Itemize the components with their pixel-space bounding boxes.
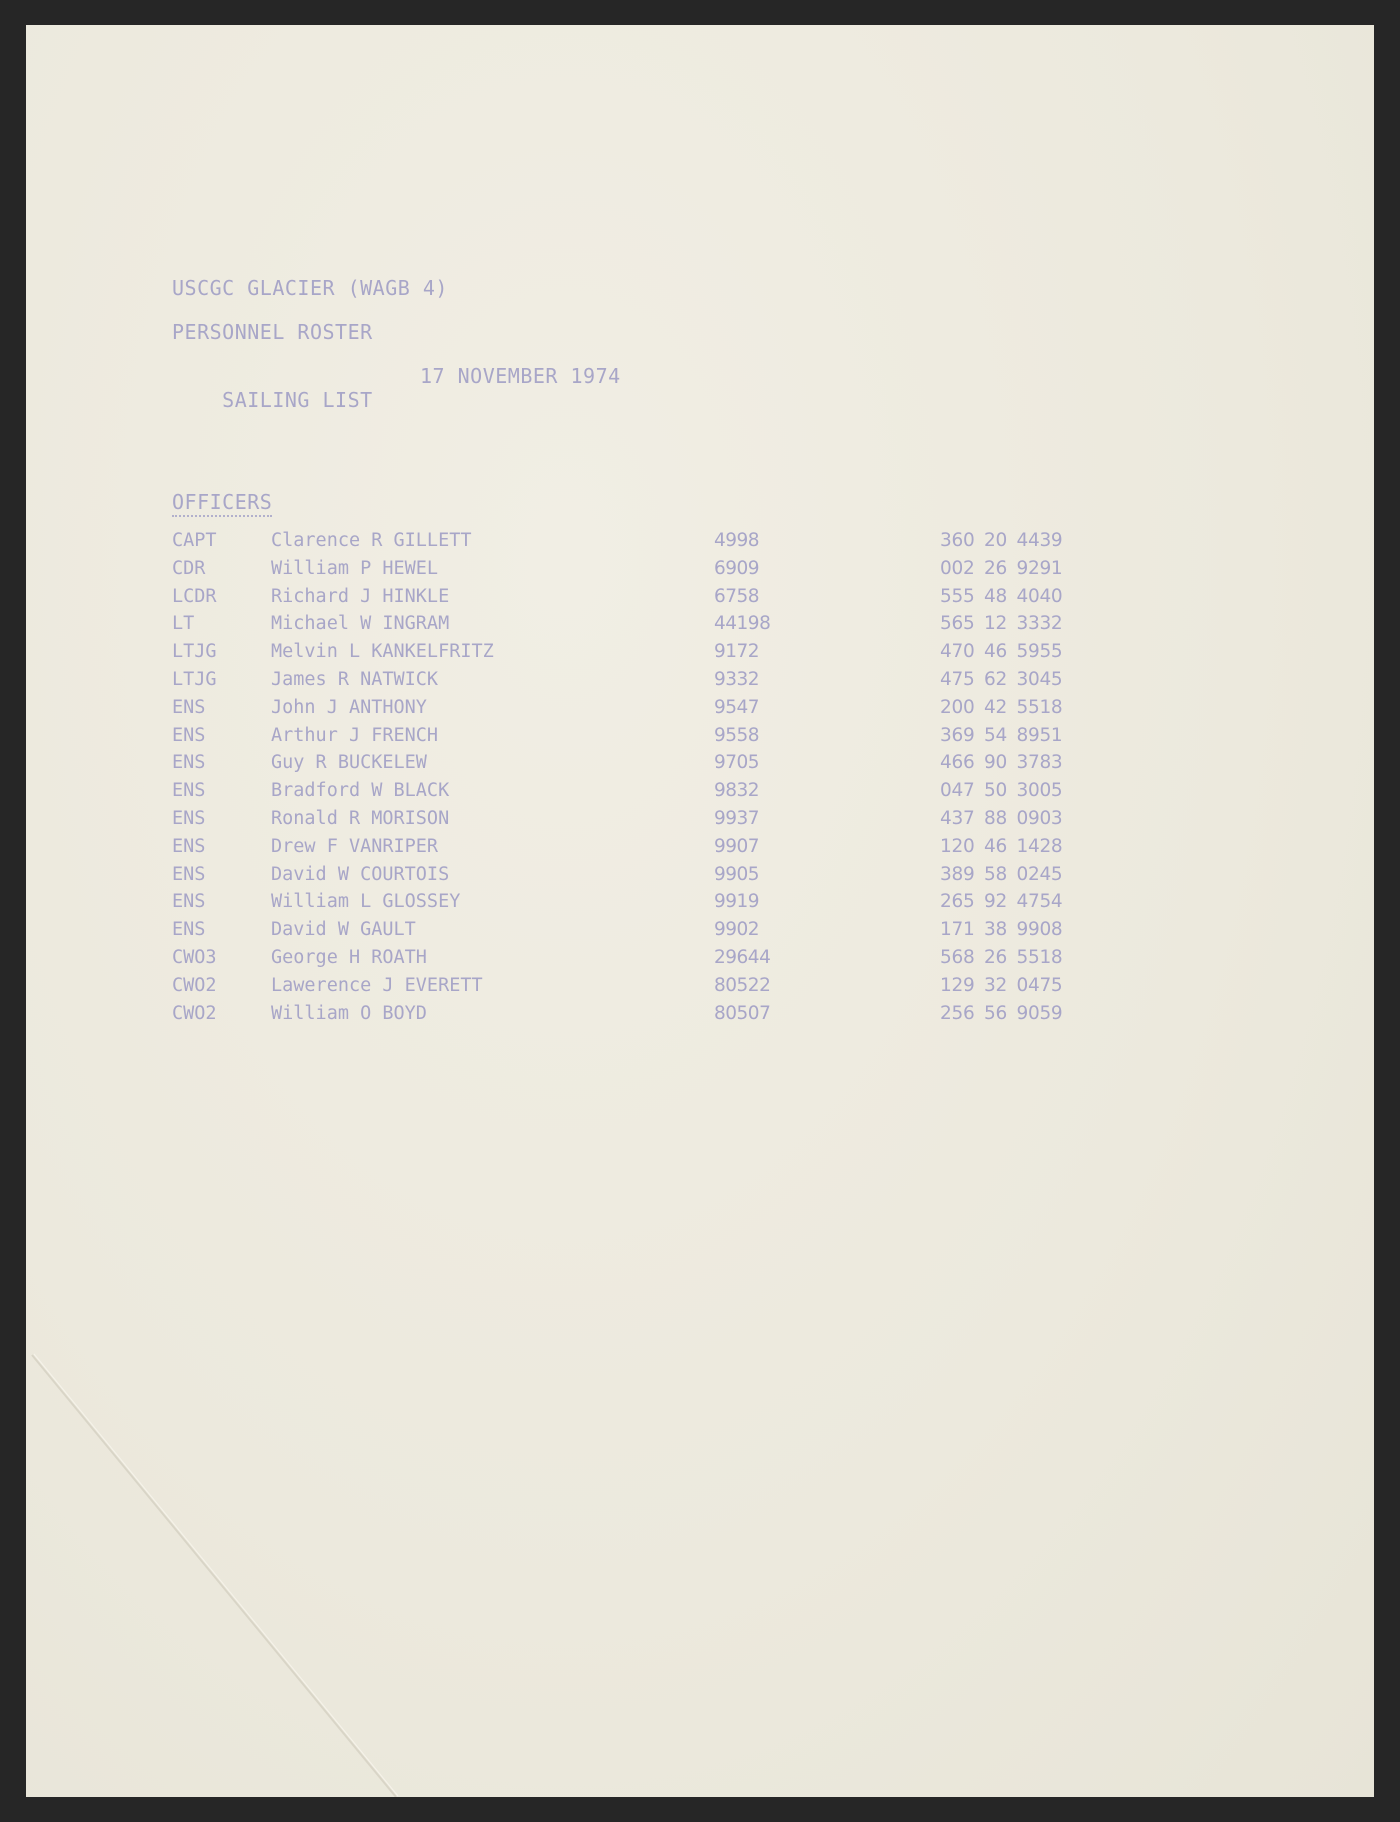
- roster-row: [172, 891, 1132, 919]
- name-cell: David W COURTOIS: [271, 863, 450, 885]
- name-cell: David W GAULT: [271, 919, 416, 941]
- rank-cell: ENS: [172, 752, 206, 774]
- service-number-cell: 9558: [714, 724, 760, 746]
- vessel-title: USCGC GLACIER (WAGB 4): [172, 276, 448, 300]
- officer-roster: [172, 530, 1132, 1030]
- service-number-cell: 9172: [714, 641, 760, 663]
- ssn-cell: 047 50 3005: [940, 780, 1063, 802]
- ssn-cell: 256 56 9059: [940, 1002, 1063, 1024]
- ssn-cell: 437 88 0903: [940, 807, 1063, 829]
- name-cell: Lawerence J EVERETT: [271, 974, 483, 996]
- roster-title: PERSONNEL ROSTER: [172, 320, 373, 344]
- rank-cell: ENS: [172, 835, 206, 857]
- name-cell: William O BOYD: [271, 1002, 427, 1024]
- ssn-cell: 565 12 3332: [940, 613, 1063, 635]
- service-number-cell: 80507: [714, 1002, 771, 1024]
- ssn-cell: 171 38 9908: [940, 919, 1063, 941]
- roster-row: [172, 1003, 1132, 1031]
- service-number-cell: 6758: [714, 585, 760, 607]
- rank-cell: ENS: [172, 919, 206, 941]
- roster-row: [172, 947, 1132, 975]
- service-number-cell: 9547: [714, 696, 760, 718]
- service-number-cell: 9832: [714, 780, 760, 802]
- name-cell: Ronald R MORISON: [271, 807, 450, 829]
- roster-row: [172, 613, 1132, 641]
- roster-row: [172, 864, 1132, 892]
- service-number-cell: 9902: [714, 919, 760, 941]
- roster-row: [172, 836, 1132, 864]
- rank-cell: CWO2: [172, 1002, 217, 1024]
- rank-cell: ENS: [172, 807, 206, 829]
- service-number-cell: 9905: [714, 863, 760, 885]
- name-cell: Clarence R GILLETT: [271, 530, 472, 551]
- name-cell: James R NATWICK: [271, 668, 439, 690]
- name-cell: William P HEWEL: [271, 557, 439, 579]
- sailing-list-line: [172, 364, 621, 460]
- roster-row: [172, 669, 1132, 697]
- rank-cell: LTJG: [172, 641, 217, 663]
- roster-row: [172, 641, 1132, 669]
- rank-cell: CAPT: [172, 530, 217, 551]
- ssn-cell: 389 58 0245: [940, 863, 1063, 885]
- section-title-officers: OFFICERS: [172, 490, 272, 517]
- name-cell: Bradford W BLACK: [271, 780, 450, 802]
- ssn-cell: 475 62 3045: [940, 668, 1063, 690]
- roster-row: [172, 752, 1132, 780]
- service-number-cell: 9937: [714, 807, 760, 829]
- ssn-cell: 360 20 4439: [940, 530, 1063, 551]
- rank-cell: LTJG: [172, 668, 217, 690]
- service-number-cell: 9332: [714, 668, 760, 690]
- rank-cell: ENS: [172, 724, 206, 746]
- ssn-cell: 555 48 4040: [940, 585, 1063, 607]
- roster-row: [172, 808, 1132, 836]
- service-number-cell: 80522: [714, 974, 771, 996]
- service-number-cell: 44198: [714, 613, 771, 635]
- ssn-cell: 466 90 3783: [940, 752, 1063, 774]
- rank-cell: ENS: [172, 863, 206, 885]
- ssn-cell: 568 26 5518: [940, 946, 1063, 968]
- ssn-cell: 200 42 5518: [940, 696, 1063, 718]
- rank-cell: LT: [172, 613, 195, 635]
- rank-cell: ENS: [172, 696, 206, 718]
- ssn-cell: 120 46 1428: [940, 835, 1063, 857]
- sailing-list-label: SAILING LIST: [222, 388, 373, 412]
- rank-cell: CWO2: [172, 974, 217, 996]
- sailing-date: 17 NOVEMBER 1974: [420, 364, 621, 388]
- service-number-cell: 4998: [714, 530, 760, 551]
- rank-cell: ENS: [172, 891, 206, 913]
- rank-cell: ENS: [172, 780, 206, 802]
- name-cell: George H ROATH: [271, 946, 427, 968]
- roster-row: [172, 586, 1132, 614]
- name-cell: Arthur J FRENCH: [271, 724, 439, 746]
- name-cell: William L GLOSSEY: [271, 891, 461, 913]
- name-cell: Melvin L KANKELFRITZ: [271, 641, 494, 663]
- roster-row: [172, 530, 1132, 558]
- service-number-cell: 6909: [714, 557, 760, 579]
- ssn-cell: 265 92 4754: [940, 891, 1063, 913]
- ssn-cell: 129 32 0475: [940, 974, 1063, 996]
- ssn-cell: 002 26 9291: [940, 557, 1063, 579]
- rank-cell: CWO3: [172, 946, 217, 968]
- roster-row: [172, 780, 1132, 808]
- service-number-cell: 29644: [714, 946, 771, 968]
- roster-row: [172, 725, 1132, 753]
- rank-cell: LCDR: [172, 585, 217, 607]
- name-cell: Drew F VANRIPER: [271, 835, 439, 857]
- name-cell: John J ANTHONY: [271, 696, 427, 718]
- rank-cell: CDR: [172, 557, 206, 579]
- name-cell: Guy R BUCKELEW: [271, 752, 427, 774]
- service-number-cell: 9705: [714, 752, 760, 774]
- service-number-cell: 9907: [714, 835, 760, 857]
- roster-row: [172, 919, 1132, 947]
- ssn-cell: 470 46 5955: [940, 641, 1063, 663]
- roster-row: [172, 558, 1132, 586]
- roster-row: [172, 975, 1132, 1003]
- service-number-cell: 9919: [714, 891, 760, 913]
- name-cell: Michael W INGRAM: [271, 613, 450, 635]
- ssn-cell: 369 54 8951: [940, 724, 1063, 746]
- name-cell: Richard J HINKLE: [271, 585, 450, 607]
- roster-row: [172, 697, 1132, 725]
